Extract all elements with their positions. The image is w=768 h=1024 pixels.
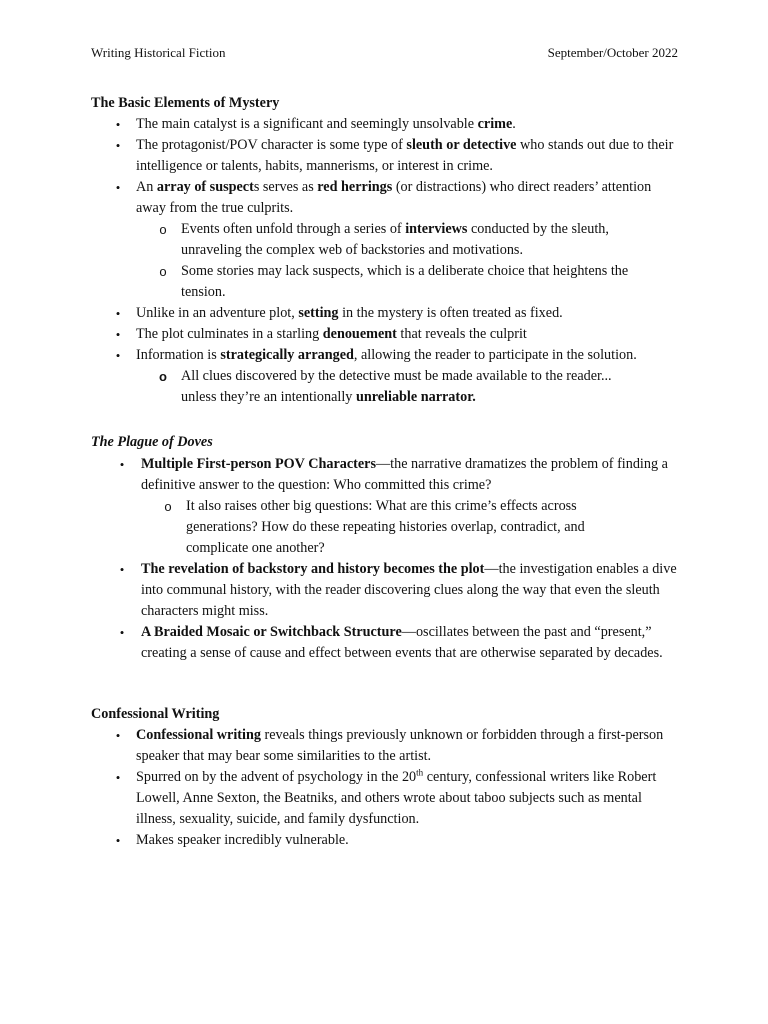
item-text: who stands out due to their intelligence or talents, habits, mannerisms, or interest in crime. (136, 137, 674, 174)
bullet-icon: • (115, 180, 121, 195)
list-item (0, 303, 768, 324)
mystery-list (0, 114, 768, 408)
bullet-icon: • (119, 625, 125, 640)
header-right: September/October 2022 (547, 45, 678, 60)
bullet-icon: • (119, 457, 125, 472)
bullet-icon: • (115, 306, 121, 321)
page-header (91, 44, 678, 62)
item-text: , allowing the reader to participate in the solution. (353, 347, 637, 363)
circle-bullet-icon: o (159, 222, 167, 237)
list-item (0, 135, 768, 177)
item-text: that reveals the culprit (396, 326, 527, 342)
circle-bullet-icon: o (159, 264, 167, 279)
item-bold: crime (477, 116, 513, 132)
item-bold: red herrings (317, 179, 393, 195)
item-text: conducted by the sleuth, unraveling the complex web of backstories and motivations. (181, 221, 609, 258)
item-text: —oscillates between the past and “present,” creating a sense of cause and effect between events that are otherwise separated by decades. (141, 624, 663, 661)
item-bold: setting (298, 305, 339, 321)
item-text: Spurred on by the advent of psychology in the 20 (136, 769, 417, 785)
circle-bullet-icon: o (159, 369, 167, 384)
list-item (0, 177, 768, 219)
item-bold: strategically arranged (220, 347, 354, 363)
item-text: . (512, 116, 516, 132)
list-item (0, 454, 768, 496)
item-text: s serves as (253, 179, 318, 195)
bullet-icon: • (119, 562, 125, 577)
bullet-icon: • (115, 728, 121, 743)
sub-list-item (0, 219, 768, 261)
item-text: The main catalyst is a significant and seemingly unsolvable (136, 116, 478, 132)
bullet-icon: • (115, 770, 121, 785)
item-text: The plot culminates in a starling (136, 326, 323, 342)
list-item (0, 114, 768, 135)
confessional-list (0, 725, 768, 851)
list-item (0, 622, 768, 664)
section-title-mystery: The Basic Elements of Mystery (91, 95, 280, 111)
item-text: All clues discovered by the detective must be made available to the reader... unless they’re an intentionally (181, 368, 612, 405)
item-text: Information is (136, 347, 221, 363)
item-text: It also raises other big questions: What are this crime’s effects across generations? How do these repeating histories overlap, contradict, and complicate one another? (186, 498, 585, 556)
bullet-icon: • (115, 117, 121, 132)
item-text: in the mystery is often treated as fixed. (338, 305, 563, 321)
bullet-icon: • (115, 833, 121, 848)
list-item (0, 345, 768, 366)
list-item (0, 725, 768, 767)
item-text: reveals things previously unknown or forbidden through a first-person speaker that may bear some similarities to the artist. (136, 727, 664, 764)
sub-list-item (0, 261, 768, 303)
bullet-icon: • (115, 327, 121, 342)
item-bold: sleuth or detective (406, 137, 517, 153)
item-text: —the narrative dramatizes the problem of finding a definitive answer to the question: Who committed this crime? (141, 456, 668, 493)
superscript: th (416, 767, 424, 778)
section-title-confessional: Confessional Writing (91, 706, 220, 722)
list-item (0, 559, 768, 622)
list-item (0, 830, 768, 851)
item-bold: interviews (405, 221, 468, 237)
item-text: Unlike in an adventure plot, (136, 305, 299, 321)
item-bold: Multiple First-person POV Characters (141, 456, 376, 472)
bullet-icon: • (115, 138, 121, 153)
item-text: century, confessional writers like Robert Lowell, Anne Sexton, the Beatniks, and others wrote about taboo subjects such as mental illness, sexuality, suicide, and family dysfunction. (136, 769, 657, 827)
list-item (0, 324, 768, 345)
plague-list (0, 454, 768, 664)
item-text: (or distractions) who direct readers’ attention away from the true culprits. (136, 179, 652, 216)
list-item (0, 767, 768, 830)
item-bold: The revelation of backstory and history becomes the plot (141, 561, 485, 577)
item-bold: Confessional writing (136, 727, 261, 743)
item-bold: denouement (322, 326, 397, 342)
item-text: The protagonist/POV character is some type of (136, 137, 407, 153)
item-text: Events often unfold through a series of (181, 221, 406, 237)
bullet-icon: • (115, 348, 121, 363)
item-text: Some stories may lack suspects, which is a deliberate choice that heightens the tension. (181, 263, 629, 300)
section-title-plague: The Plague of Doves (91, 434, 213, 450)
circle-bullet-icon: o (164, 499, 172, 514)
item-text: An (136, 179, 157, 195)
header-left: Writing Historical Fiction (91, 45, 226, 60)
item-text: Makes speaker incredibly vulnerable. (136, 832, 349, 848)
item-bold: A Braided Mosaic or Switchback Structure (141, 624, 402, 640)
sub-list-item (0, 366, 768, 408)
item-bold: array of suspect (156, 179, 254, 195)
item-bold: unreliable narrator. (355, 389, 476, 405)
sub-list-item (0, 496, 768, 559)
item-text: —the investigation enables a dive into communal history, with the reader discovering clues along the way that even the sleuth characters might miss. (141, 561, 677, 619)
